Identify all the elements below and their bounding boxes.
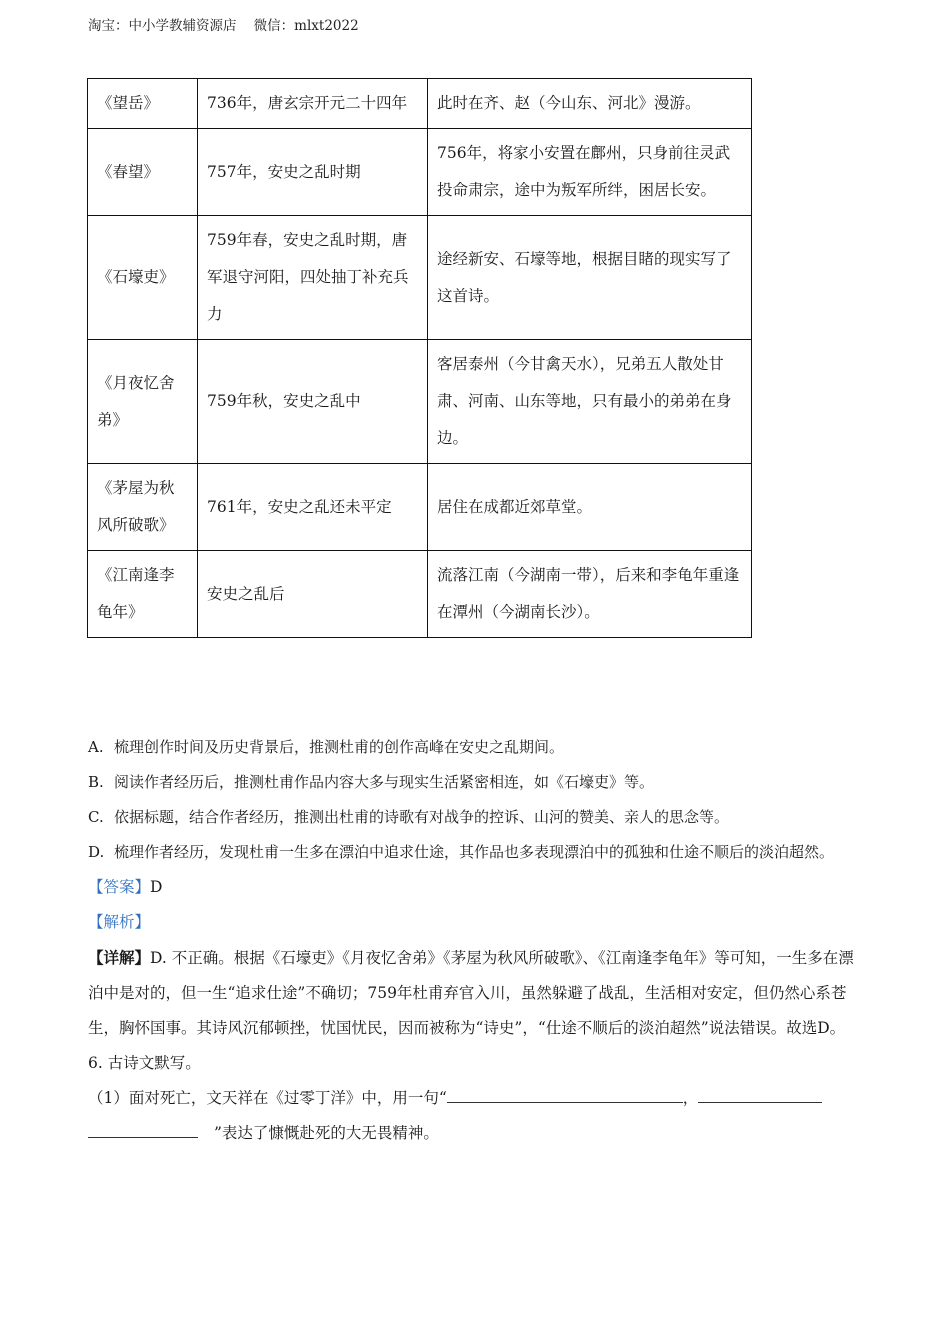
fill-blank[interactable]	[447, 1084, 683, 1103]
analysis-tag: 【解析】	[88, 913, 151, 931]
option-c	[88, 800, 863, 835]
table-cell-work: 《望岳》	[88, 79, 198, 129]
table-row	[88, 464, 752, 551]
option-text: 阅读作者经历后，推测杜甫作品内容大多与现实生活紧密相连，如《石壕吏》等。	[114, 773, 655, 791]
answer-value: D	[150, 878, 163, 896]
table-cell-time: 761年，安史之乱还未平定	[198, 464, 428, 551]
option-text: 梳理作者经历，发现杜甫一生多在漂泊中追求仕途，其作品也多表现漂泊中的孤独和仕途不顺后的淡泊超然。	[114, 843, 835, 861]
table-row	[88, 551, 752, 638]
table-cell-work: 《江南逢李龟年》	[88, 551, 198, 638]
option-label: D.	[88, 843, 105, 861]
table-cell-experience: 756年，将家小安置在鄜州，只身前往灵武投命肃宗，途中为叛军所绊，困居长安。	[428, 129, 752, 216]
table-cell-experience: 客居泰州（今甘禽天水），兄弟五人散处甘肃、河南、山东等地，只有最小的弟弟在身边。	[428, 340, 752, 464]
page-header: 淘宝：中小学教辅资源店 微信：mlxt2022	[88, 18, 359, 34]
option-d	[88, 835, 863, 870]
option-text: 依据标题，结合作者经历，推测出杜甫的诗歌有对战争的控诉、山河的赞美、亲人的思念等。	[114, 808, 730, 826]
sub1-suffix: ”表达了慷慨赴死的大无畏精神。	[214, 1124, 439, 1142]
answer-tag: 【答案】	[88, 878, 151, 896]
table-row	[88, 340, 752, 464]
detail-paragraph	[88, 940, 863, 1046]
question-6-title: 6. 古诗文默写。	[88, 1054, 201, 1072]
fill-blank[interactable]	[698, 1084, 822, 1103]
option-label: B.	[88, 773, 104, 791]
table-cell-time: 736年，唐玄宗开元二十四年	[198, 79, 428, 129]
option-text: 梳理创作时间及历史背景后，推测杜甫的创作高峰在安史之乱期间。	[114, 738, 565, 756]
table-row	[88, 216, 752, 340]
table-row	[88, 79, 752, 129]
table-cell-experience: 流落江南（今湖南一带），后来和李龟年重逢在潭州（今湖南长沙）。	[428, 551, 752, 638]
answer-line	[88, 870, 863, 905]
table-cell-experience: 此时在齐、赵（今山东、河北》漫游。	[428, 79, 752, 129]
table-cell-time: 757年，安史之乱时期	[198, 129, 428, 216]
question-body	[88, 730, 863, 1151]
table-cell-experience: 途经新安、石壕等地，根据目睹的现实写了这首诗。	[428, 216, 752, 340]
detail-text: D. 不正确。根据《石壕吏》《月夜忆舍弟》《茅屋为秋风所破歌》、《江南逢李龟年》等可知，一生多在漂泊中是对的，但一生“追求仕途”不确切；759年杜甫弃官入川，虽然躲避了战乱，生活相对安定，但仍然心系苍生，胸怀国事。其诗风沉郁顿挫，忧国忧民，因而被称为“诗史”，“仕途不顺后的淡泊超然”说法错误。故选D。	[88, 949, 854, 1037]
analysis-line	[88, 905, 863, 940]
table-cell-work: 《石壕吏》	[88, 216, 198, 340]
sub1-comma: ，	[682, 1089, 699, 1107]
table-cell-work: 《月夜忆舍弟》	[88, 340, 198, 464]
option-a	[88, 730, 863, 765]
table-cell-time: 759年春，安史之乱时期，唐军退守河阳，四处抽丁补充兵力	[198, 216, 428, 340]
table-row	[88, 129, 752, 216]
table-cell-experience: 居住在成都近郊草堂。	[428, 464, 752, 551]
option-b	[88, 765, 863, 800]
fill-blank[interactable]	[88, 1119, 198, 1138]
question-6-sub1	[88, 1081, 863, 1151]
table-cell-time: 安史之乱后	[198, 551, 428, 638]
option-label: A.	[88, 738, 104, 756]
sub1-prefix: （1）面对死亡，文天祥在《过零丁洋》中，用一句“	[88, 1089, 447, 1107]
table-cell-time: 759年秋，安史之乱中	[198, 340, 428, 464]
table-cell-work: 《春望》	[88, 129, 198, 216]
dufu-works-table	[87, 78, 752, 638]
option-label: C.	[88, 808, 104, 826]
table-cell-work: 《茅屋为秋风所破歌》	[88, 464, 198, 551]
detail-tag: 【详解】	[88, 948, 151, 967]
